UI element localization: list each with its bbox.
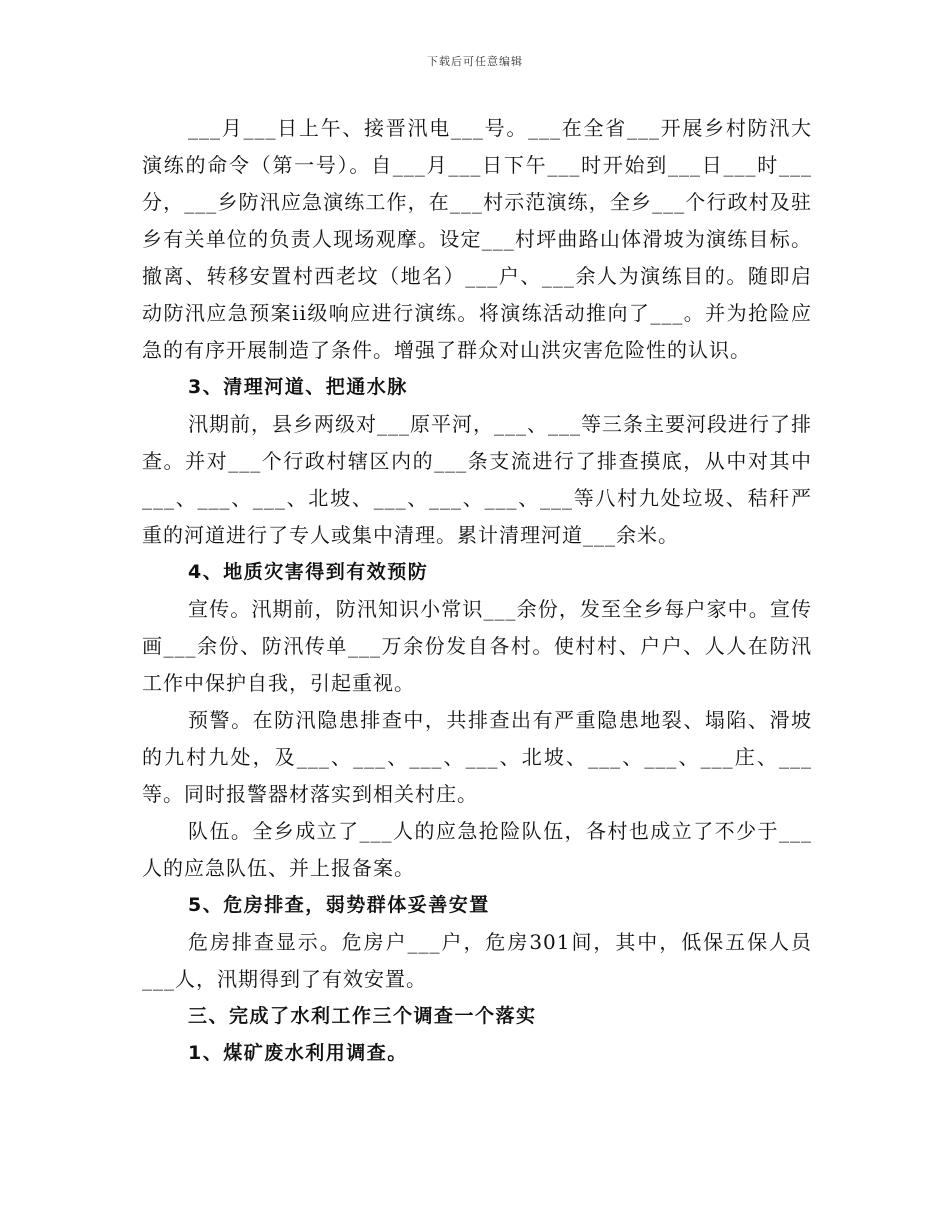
paragraph-teams: 队伍。全乡成立了___人的应急抢险队伍，各村也成立了不少于___人的应急队伍、并上报备案。: [142, 819, 812, 880]
paragraph-early-warning: 预警。在防汛隐患排查中，共排查出有严重隐患地裂、塌陷、滑坡的九村九处，及___、___、___、___、北坡、___、___、___庄、___等。同时报警器材落实到相关村庄。: [142, 708, 812, 806]
document-body: [142, 110, 812, 1072]
page-header-note: 下载后可任意编辑: [427, 55, 523, 68]
section-heading-river-cleanup: 3、清理河道、把通水脉: [188, 376, 408, 398]
section-heading-geologic-hazard: 4、地质灾害得到有效预防: [188, 561, 429, 583]
paragraph-drill: ___月___日上午、接晋汛电___号。___在全省___开展乡村防汛大演练的命令（第一号）。自___月___日下午___时开始到___日___时___分，___乡防汛应急演练工作，在___村示范演练，全乡___个行政村及驻乡有关单位的负责人现场观摩。设定___村坪曲路山体滑坡为演练目标。撤离、转移安置村西老坟（地名）___户、___余人为演练目的。随即启动防汛应急预案ii级响应进行演练。将演练活动推向了___。并为抢险应急的有序开展制造了条件。增强了群众对山洪灾害危险性的认识。: [142, 116, 812, 362]
section-heading-water-surveys: 三、完成了水利工作三个调查一个落实: [188, 1005, 537, 1027]
section-heading-mine-water: 1、煤矿废水利用调查。: [188, 1042, 408, 1064]
section-heading-dangerous-housing: 5、危房排查，弱势群体妥善安置: [188, 894, 490, 916]
paragraph-publicity: 宣传。汛期前，防汛知识小常识___余份，发至全乡每户家中。宣传画___余份、防汛传单___万余份发自各村。使村村、户户、人人在防汛工作中保护自我，引起重视。: [142, 597, 812, 695]
paragraph-river-cleanup: 汛期前，县乡两级对___原平河，___、___等三条主要河段进行了排查。并对___个行政村辖区内的___条支流进行了排查摸底，从中对其中___、___、___、北坡、___、___、___、___等八村九处垃圾、秸秆严重的河道进行了专人或集中清理。累计清理河道___余米。: [142, 412, 812, 547]
paragraph-dangerous-housing: 危房排查显示。危房户___户，危房301间，其中，低保五保人员___人，汛期得到了有效安置。: [142, 930, 812, 991]
